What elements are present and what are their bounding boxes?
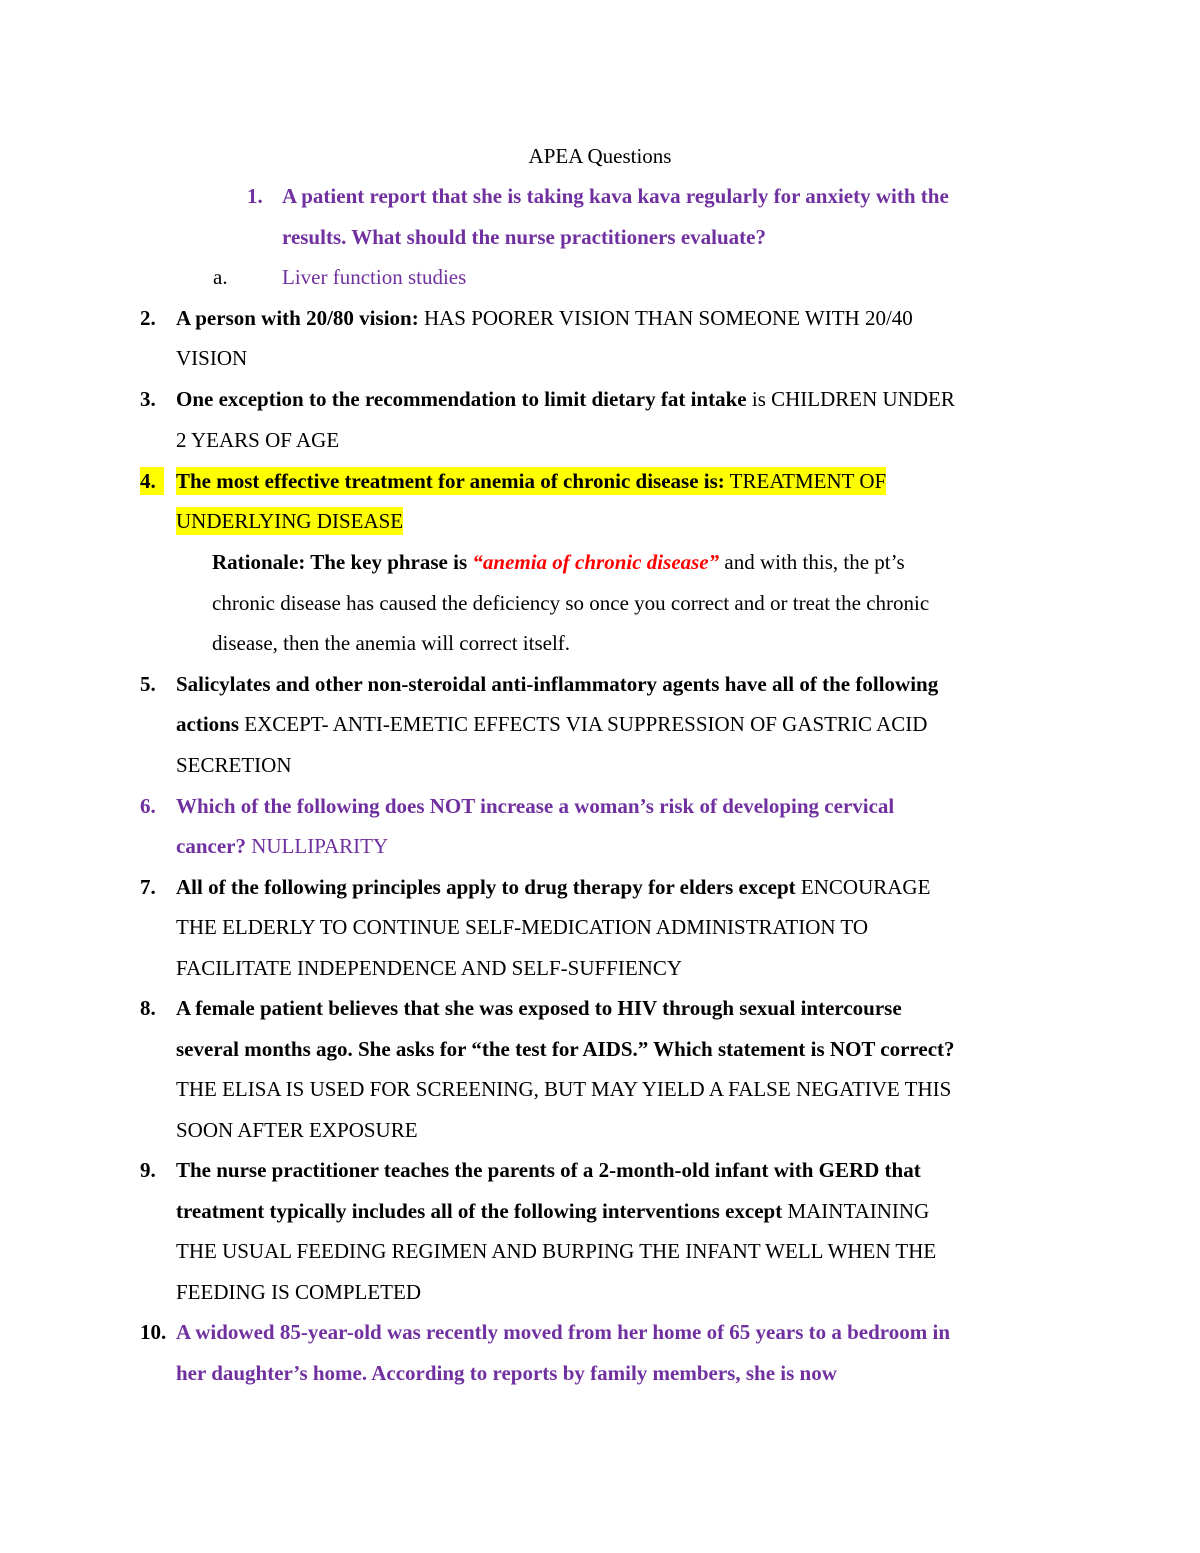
question-1-number: 1. <box>247 184 263 208</box>
question-4-rationale-line-1 <box>212 548 905 576</box>
question-2-line-1 <box>176 304 913 332</box>
question-1-text-line-2: results. What should the nurse practitioners evaluate? <box>282 225 766 249</box>
question-3-answer: is CHILDREN UNDER <box>746 387 955 411</box>
question-2-answer-line-2: VISION <box>176 346 248 370</box>
question-2-text: A person with 20/80 vision: <box>176 306 419 330</box>
question-10-text-line-1: A widowed 85-year-old was recently moved from her home of 65 years to a bedroom in <box>176 1320 950 1344</box>
question-4-rationale-line-2: chronic disease has caused the deficiency so once you correct and or treat the chronic <box>212 591 930 615</box>
question-5-line-2 <box>176 710 927 738</box>
question-8-answer-line-2: SOON AFTER EXPOSURE <box>176 1118 418 1142</box>
question-3-line-1 <box>176 385 955 413</box>
question-9-answer-line-2: THE USUAL FEEDING REGIMEN AND BURPING THE INFANT WELL WHEN THE <box>176 1239 937 1263</box>
question-9-text-line-2: treatment typically includes all of the following interventions except <box>176 1199 783 1223</box>
question-5-answer: EXCEPT- ANTI-EMETIC EFFECTS VIA SUPPRESSION OF GASTRIC ACID <box>239 712 928 736</box>
question-8-number: 8. <box>140 996 156 1020</box>
question-9-text-line-1: The nurse practitioner teaches the parents of a 2-month-old infant with GERD that <box>176 1158 921 1182</box>
question-4-rationale-line-3: disease, then the anemia will correct itself. <box>212 631 571 655</box>
question-5-text-line-2: actions <box>176 712 239 736</box>
question-6-answer: NULLIPARITY <box>245 834 389 858</box>
question-10-number: 10. <box>140 1320 167 1344</box>
question-6-line-2 <box>176 832 388 860</box>
question-10-text-line-2: her daughter’s home. According to reports by family members, she is now <box>176 1361 837 1385</box>
question-7-line-1 <box>176 873 930 901</box>
question-8-text-line-2: several months ago. She asks for “the test for AIDS.” Which statement is NOT correct? <box>176 1037 955 1061</box>
question-5-text-line-1: Salicylates and other non-steroidal anti-inflammatory agents have all of the following <box>176 672 939 696</box>
question-7-answer-line-3: FACILITATE INDEPENDENCE AND SELF-SUFFIENCY <box>176 956 683 980</box>
question-3-number: 3. <box>140 387 156 411</box>
question-6-number: 6. <box>140 794 156 818</box>
question-7-answer: ENCOURAGE <box>795 875 931 899</box>
question-9-line-2 <box>176 1197 929 1225</box>
rationale-text-1: and with this, the pt’s <box>719 550 905 574</box>
question-6-text-line-2: cancer? <box>176 834 246 858</box>
question-4-answer-line-2: UNDERLYING DISEASE <box>176 509 404 533</box>
question-2-number: 2. <box>140 306 156 330</box>
question-4-text: The most effective treatment for anemia of chronic disease is: <box>176 469 725 493</box>
page-title: APEA Questions <box>528 144 672 168</box>
question-1-option-letter: a. <box>213 265 228 289</box>
question-4-line-1 <box>176 467 886 495</box>
question-7-number: 7. <box>140 875 156 899</box>
question-9-answer-line-3: FEEDING IS COMPLETED <box>176 1280 421 1304</box>
rationale-key-phrase: “anemia of chronic disease” <box>472 550 720 574</box>
question-8-answer-line-1: THE ELISA IS USED FOR SCREENING, BUT MAY YIELD A FALSE NEGATIVE THIS <box>176 1077 952 1101</box>
question-8-text-line-1: A female patient believes that she was exposed to HIV through sexual intercourse <box>176 996 902 1020</box>
rationale-label: Rationale: The key phrase is <box>212 550 473 574</box>
question-7-text: All of the following principles apply to drug therapy for elders except <box>176 875 796 899</box>
question-1-text-line-1: A patient report that she is taking kava kava regularly for anxiety with the <box>282 184 949 208</box>
question-9-answer: MAINTAINING <box>782 1199 930 1223</box>
question-2-answer: HAS POORER VISION THAN SOMEONE WITH 20/40 <box>418 306 913 330</box>
question-9-number: 9. <box>140 1158 156 1182</box>
question-6-text-line-1: Which of the following does NOT increase a woman’s risk of developing cervical <box>176 794 895 818</box>
question-5-answer-line-2: SECRETION <box>176 753 292 777</box>
question-4-number: 4. <box>140 467 164 495</box>
question-3-text: One exception to the recommendation to limit dietary fat intake <box>176 387 747 411</box>
question-5-number: 5. <box>140 672 156 696</box>
question-3-answer-line-2: 2 YEARS OF AGE <box>176 428 340 452</box>
question-4-answer: TREATMENT OF <box>724 469 887 493</box>
question-1-option-answer: Liver function studies <box>282 265 467 289</box>
question-7-answer-line-2: THE ELDERLY TO CONTINUE SELF-MEDICATION ADMINISTRATION TO <box>176 915 869 939</box>
